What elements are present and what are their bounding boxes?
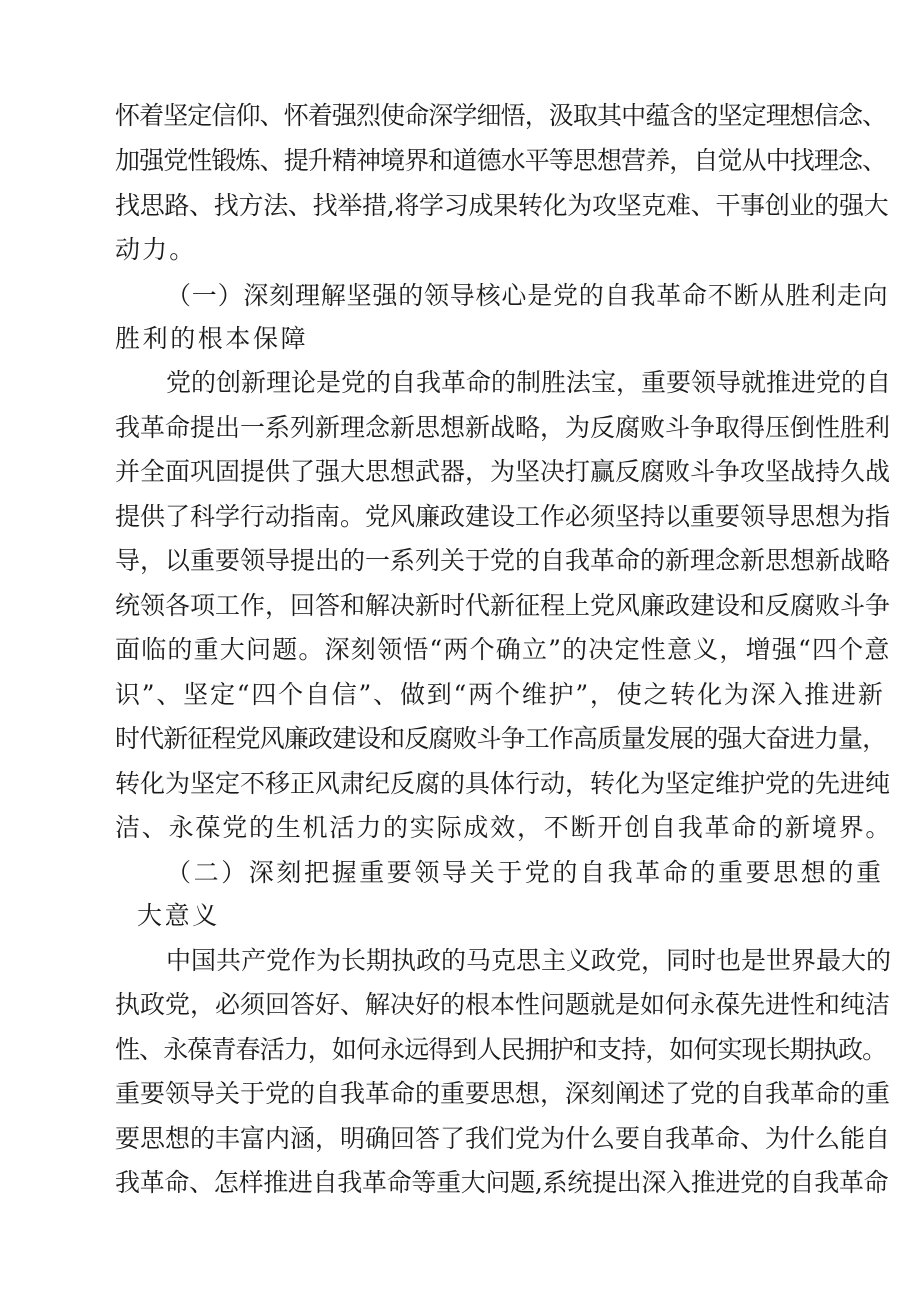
text-line: 要思想的丰富内涵，明确回答了我们党为什么要自我革命、为什么能自 [115,1124,891,1153]
paragraph-start: 中国共产党作为长期执政的马克思主义政党，同时也是世界最大的 [166,946,892,975]
text-line: 识”、坚定“四个自信”、做到“两个维护”，使之转化为深入推进新 [115,680,885,709]
text-line: 怀着坚定信仰、怀着强烈使命深学细悟，汲取其中蕴含的坚定理想信念、 [115,101,887,130]
section-heading-2: （二）深刻把握重要领导关于党的自我革命的重要思想的重 [166,858,884,887]
text-line: 我革命、怎样推进自我革命等重大问题,系统提出深入推进党的自我革命 [115,1168,889,1197]
section-heading-1: （一）深刻理解坚强的领导核心是党的自我革命不断从胜利走向 [166,281,889,310]
text-line: 我革命提出一系列新理念新思想新战略，为反腐败斗争取得压倒性胜利 [115,413,891,442]
section-heading-1-continued: 胜利的根本保障 [115,324,309,353]
text-line: 面临的重大问题。深刻领悟“两个确立”的决定性意义，增强“四个意 [115,635,891,664]
text-line: 性、永葆青春活力，如何永远得到人民拥护和支持，如何实现长期执政。 [115,1035,887,1064]
text-line: 导，以重要领导提出的一系列关于党的自我革命的新理念新思想新战略 [115,546,891,575]
section-heading-2-continued: 大意义 [137,901,220,930]
text-line: 执政党，必须回答好、解决好的根本性问题就是如何永葆先进性和纯洁 [115,990,891,1019]
text-line: 动力。 [115,235,197,264]
text-line: 重要领导关于党的自我革命的重要思想，深刻阐述了党的自我革命的重 [115,1079,891,1108]
text-line: 统领各项工作，回答和解决新时代新征程上党风廉政建设和反腐败斗争 [115,591,891,620]
text-line: 加强党性锻炼、提升精神境界和道德水平等思想营养，自觉从中找理念、 [115,146,887,175]
text-line: 时代新征程党风廉政建设和反腐败斗争工作高质量发展的强大奋进力量， [115,724,887,753]
text-line: 找思路、找方法、找举措,将学习成果转化为攻坚克难、干事创业的强大 [115,191,889,220]
text-line: 洁、永葆党的生机活力的实际成效，不断开创自我革命的新境界。 [115,813,893,842]
text-line: 提供了科学行动指南。党风廉政建设工作必须坚持以重要领导思想为指 [115,502,891,531]
paragraph-start: 党的创新理论是党的自我革命的制胜法宝，重要领导就推进党的自 [166,368,892,397]
text-line: 转化为坚定不移正风肃纪反腐的具体行动，转化为坚定维护党的先进纯 [115,769,891,798]
text-line: 并全面巩固提供了强大思想武器，为坚决打赢反腐败斗争攻坚战持久战 [115,457,891,486]
